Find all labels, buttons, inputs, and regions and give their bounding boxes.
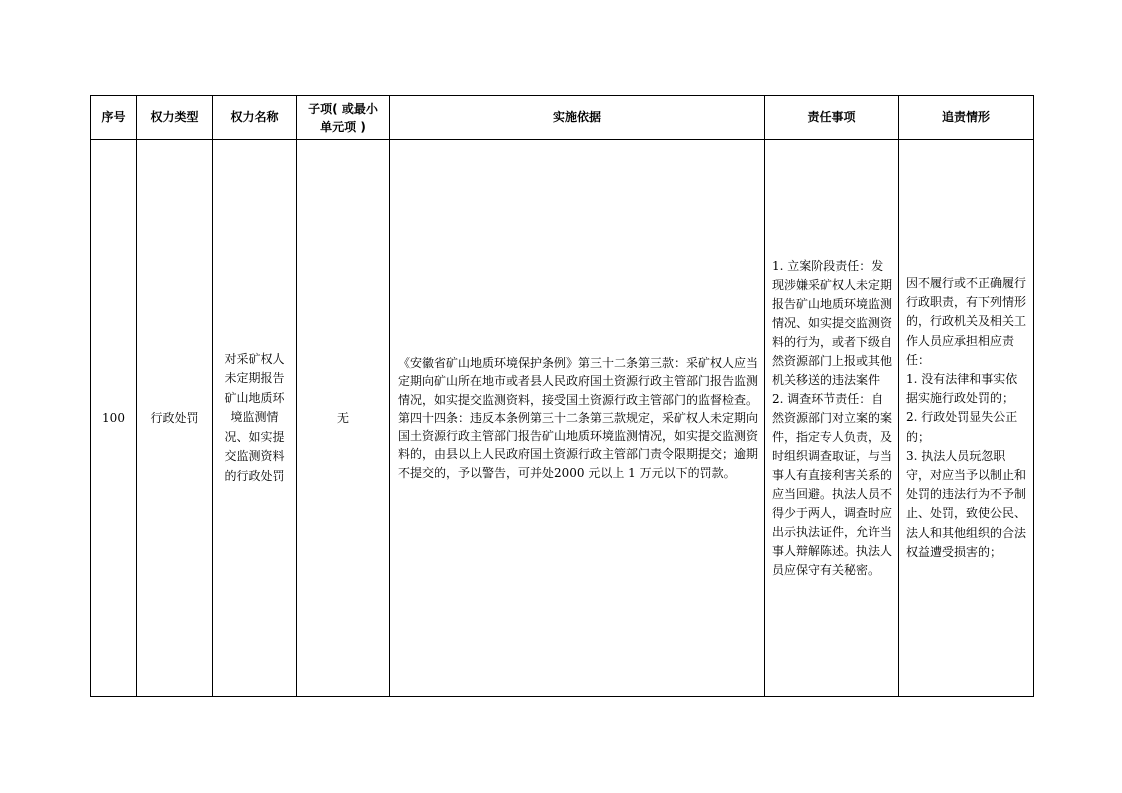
header-accountability: 追责情形 xyxy=(899,96,1034,140)
cell-sub-item: 无 xyxy=(297,140,390,697)
header-power-type: 权力类型 xyxy=(137,96,213,140)
accountability-paragraph: 1. 没有法律和事实依据实施行政处罚的； xyxy=(906,371,1018,406)
accountability-paragraph: 因不履行或不正确履行行政职责，有下列情形的，行政机关及相关工作人员应承担相应责任： xyxy=(906,275,1027,367)
header-responsibility: 责任事项 xyxy=(765,96,899,140)
cell-power-name: 对采矿权人未定期报告矿山地质环境监测情况、如实提交监测资料的行政处罚 xyxy=(213,140,297,697)
cell-seq: 100 xyxy=(91,140,137,697)
header-sub-item-line1: 子项( 或最小 xyxy=(308,101,378,116)
cell-accountability xyxy=(899,140,1034,697)
cell-responsibility xyxy=(765,140,899,697)
accountability-paragraph: 3. 执法人员玩忽职守，对应当予以制止和处罚的违法行为不予制止、处罚，致使公民、法人和其他组织的合法权益遭受损害的； xyxy=(906,448,1027,559)
cell-basis xyxy=(390,140,765,697)
basis-paragraph: 第四十四条：违反本条例第三十二条第三款规定，采矿权人未定期向国土资源行政主管部门报告矿山地质环境监测情况，如实提交监测资料的，由县以上人民政府国土资源行政主管部门责令限期提交；逾期不提交的，予以警告，可并处2000 元以上 1 万元以下的罚款。 xyxy=(398,410,759,480)
header-power-name: 权力名称 xyxy=(213,96,297,140)
header-sub-item-line2: 单元项 ) xyxy=(320,119,366,134)
header-seq: 序号 xyxy=(91,96,137,140)
accountability-paragraph: 2. 行政处罚显失公正的； xyxy=(906,410,1018,444)
header-basis: 实施依据 xyxy=(390,96,765,140)
power-list-table xyxy=(90,95,1034,697)
basis-paragraph: 《安徽省矿山地质环境保护条例》第三十二条第三款：采矿权人应当定期向矿山所在地市或者县人民政府国土资源行政主管部门报告监测情况，如实提交监测资料，接受国土资源行政主管部门的监督检查。 xyxy=(398,356,759,407)
table-row xyxy=(91,140,1034,697)
header-row xyxy=(91,96,1034,140)
cell-power-type: 行政处罚 xyxy=(137,140,213,697)
responsibility-paragraph: 2. 调查环节责任：自然资源部门对立案的案件，指定专人负责，及时组织调查取证，与当事人有直接利害关系的应当回避。执法人员不得少于两人，调查时应出示执法证件，允许当事人辩解陈述。执法人员应保守有关秘密。 xyxy=(772,391,893,577)
header-sub-item xyxy=(297,96,390,140)
responsibility-paragraph: 1. 立案阶段责任：发现涉嫌采矿权人未定期报告矿山地质环境监测情况、如实提交监测资料的行为，或者下级自然资源部门上报或其他机关移送的违法案件 xyxy=(772,258,893,387)
